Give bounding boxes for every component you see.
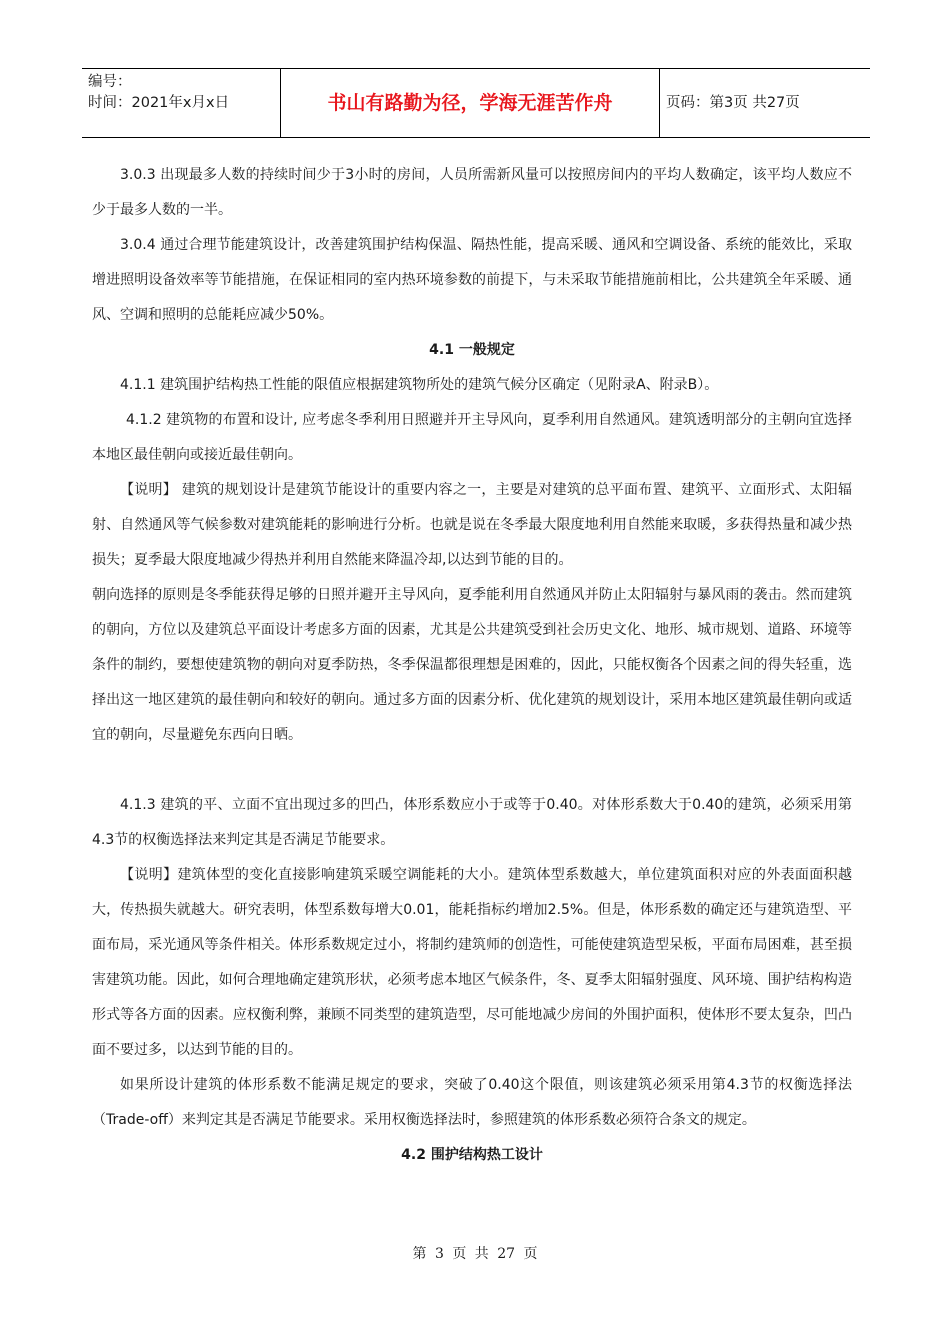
footer-page-number: 3 xyxy=(434,1246,444,1262)
clause-3-0-4: 3.0.4 通过合理节能建筑设计，改善建筑围护结构保温、隔热性能，提高采暖、通风和空调设备、系统的能效比，采取增进照明设备效率等节能措施，在保证相同的室内热环境参数的前提下，与未采取节能措施前相比，公共建筑全年采暖、通风、空调和照明的总能耗应减少50%。 xyxy=(92,237,852,323)
document-date-label: 时间：2021年x月x日 xyxy=(88,95,230,111)
clause-3-0-3: 3.0.3 出现最多人数的持续时间少于3小时的房间，人员所需新风量可以按照房间内的平均人数确定，该平均人数应不少于最多人数的一半。 xyxy=(92,167,852,218)
clause-4-1-1: 4.1.1 建筑围护结构热工性能的限值应根据建筑物所处的建筑气候分区确定（见附录A、附录B）。 xyxy=(120,377,719,393)
orientation-paragraph: 朝向选择的原则是冬季能获得足够的日照并避开主导风向，夏季能利用自然通风并防止太阳辐射与暴风雨的袭击。然而建筑的朝向，方位以及建筑总平面设计考虑多方面的因素，尤其是公共建筑受到社会历史文化、地形、城市规划、道路、环境等条件的制约，要想使建筑物的朝向对夏季防热，冬季保温都很理想是困难的，因此，只能权衡各个因素之间的得失轻重，选择出这一地区建筑的最佳朝向和较好的朝向。通过多方面的因素分析、优化建筑的规划设计，采用本地区建筑最佳朝向或适宜的朝向，尽量避免东西向日晒。 xyxy=(92,587,852,743)
header-page-label: 页码：第3页 共27页 xyxy=(666,95,800,111)
section-heading-4-2: 4.2 围护结构热工设计 xyxy=(401,1147,543,1163)
footer-text: 共 xyxy=(474,1246,489,1262)
header-motto: 书山有路勤为径，学海无涯苦作舟 xyxy=(280,69,660,137)
section-heading-4-1: 4.1 一般规定 xyxy=(429,342,515,358)
trade-off-paragraph: 如果所设计建筑的体形系数不能满足规定的要求，突破了0.40这个限值，则该建筑必须采用第4.3节的权衡选择法（Trade-off）来判定其是否满足节能要求。采用权衡选择法时，参照建筑的体形系数必须符合条文的规定。 xyxy=(92,1077,852,1128)
footer-text: 页 xyxy=(523,1246,538,1262)
blank-line xyxy=(92,753,852,788)
clause-4-1-2: 4.1.2 建筑物的布置和设计, 应考虑冬季利用日照避并开主导风向，夏季利用自然通风。建筑透明部分的主朝向宜选择本地区最佳朝向或接近最佳朝向。 xyxy=(92,412,852,463)
footer-text: 页 xyxy=(452,1246,467,1262)
header-left-cell xyxy=(82,69,280,137)
page-header xyxy=(82,68,870,138)
explanation-shape-coefficient: 【说明】建筑体型的变化直接影响建筑采暖空调能耗的大小。建筑体型系数越大，单位建筑面积对应的外表面面积越大，传热损失就越大。研究表明，体型系数每增大0.01，能耗指标约增加2.5%。但是，体形系数的确定还与建筑造型、平面布局，采光通风等条件相关。体形系数规定过小，将制约建筑师的创造性，可能使建筑造型呆板，平面布局困难，甚至损害建筑功能。因此，如何合理地确定建筑形状，必须考虑本地区气候条件，冬、夏季太阳辐射强度、风环境、围护结构构造形式等各方面的因素。应权衡利弊，兼顾不同类型的建筑造型，尽可能地减少房间的外围护面积，使体形不要太复杂，凹凸面不要过多，以达到节能的目的。 xyxy=(92,867,852,1058)
document-number-label: 编号： xyxy=(88,74,132,90)
explanation-planning: 【说明】 建筑的规划设计是建筑节能设计的重要内容之一，主要是对建筑的总平面布置、建筑平、立面形式、太阳辐射、自然通风等气候参数对建筑能耗的影响进行分析。也就是说在冬季最大限度地利用自然能来取暖，多获得热量和减少热损失；夏季最大限度地减少得热并利用自然能来降温冷却,以达到节能的目的。 xyxy=(92,482,852,568)
footer-text: 第 xyxy=(412,1246,427,1262)
clause-4-1-3: 4.1.3 建筑的平、立面不宜出现过多的凹凸，体形系数应小于或等于0.40。对体形系数大于0.40的建筑，必须采用第4.3节的权衡选择法来判定其是否满足节能要求。 xyxy=(92,797,852,848)
page-footer xyxy=(0,1243,950,1263)
document-body xyxy=(92,158,852,1173)
footer-total-pages: 27 xyxy=(497,1246,516,1262)
